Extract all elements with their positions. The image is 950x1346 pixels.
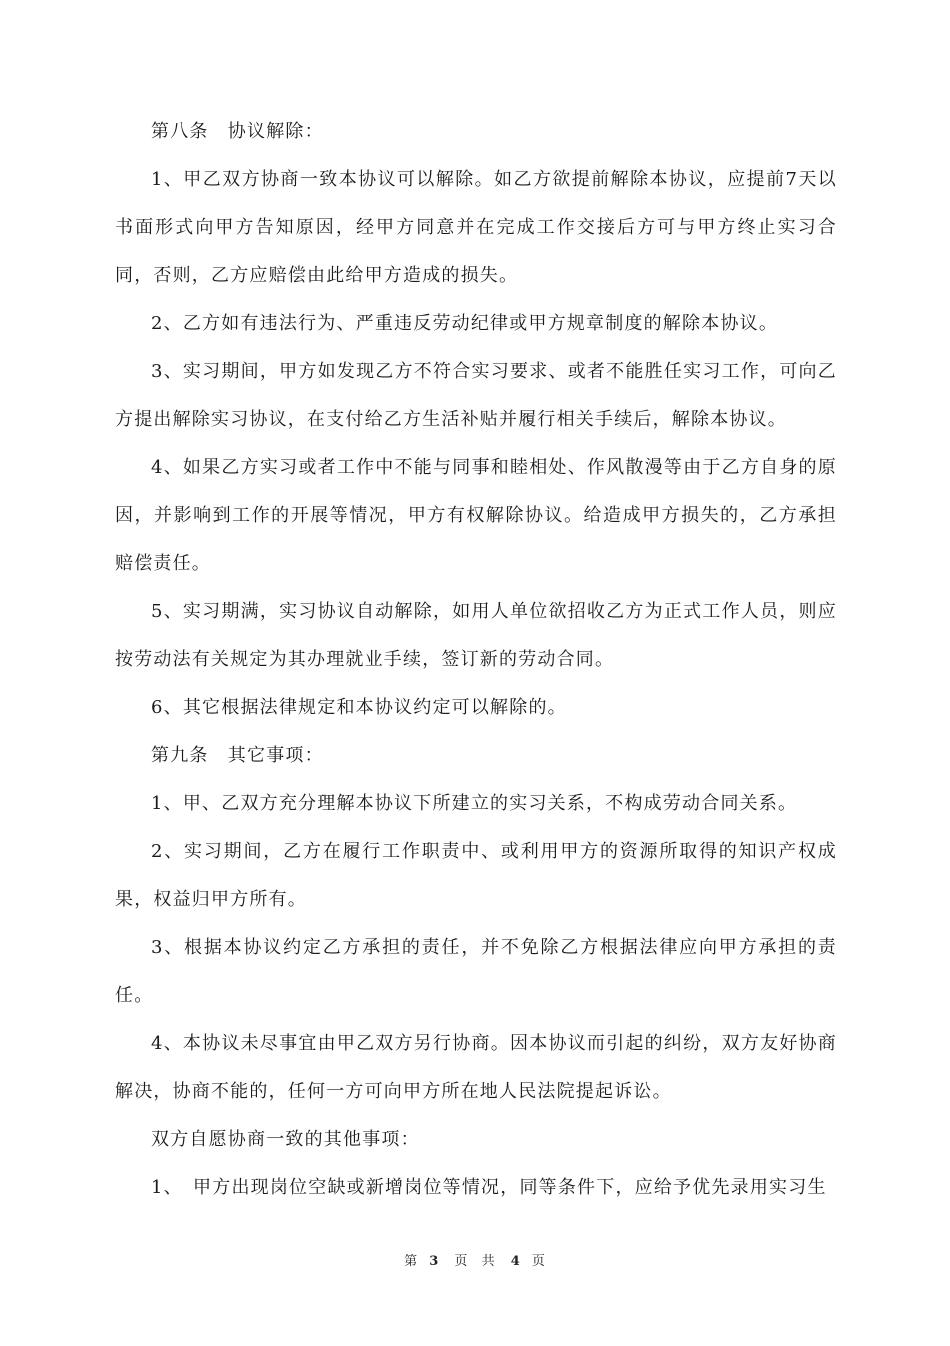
article-8-clause-4: 4、如果乙方实习或者工作中不能与同事和睦相处、作风散漫等由于乙方自身的原因，并影响到工作的开展等情况，甲方有权解除协议。给造成甲方损失的，乙方承担赔偿责任。 xyxy=(115,457,837,574)
article-8-clause-1: 1、甲乙双方协商一致本协议可以解除。如乙方欲提前解除本协议，应提前7天以书面形式向甲方告知原因，经甲方同意并在完成工作交接后方可与甲方终止实习合同，否则，乙方应赔偿由此给甲方造成的损失。 xyxy=(115,169,837,286)
footer-total-word: 共 xyxy=(481,1254,496,1269)
article-9-heading: 第九条 其它事项： xyxy=(151,745,324,766)
article-8-clause-5: 5、实习期满，实习协议自动解除，如用人单位欲招收乙方为正式工作人员，则应按劳动法有关规定为其办理就业手续，签订新的劳动合同。 xyxy=(115,601,837,670)
article-9-clause-4: 4、本协议未尽事宜由甲乙双方另行协商。因本协议而引起的纠纷，双方友好协商解决，协商不能的，任何一方可向甲方所在地人民法院提起诉讼。 xyxy=(115,1033,837,1102)
article-8-clause-2: 2、乙方如有违法行为、严重违反劳动纪律或甲方规章制度的解除本协议。 xyxy=(151,313,779,334)
footer-page-word: 页 xyxy=(454,1254,469,1269)
article-8-clause-6: 6、其它根据法律规定和本协议约定可以解除的。 xyxy=(151,697,567,718)
page-footer xyxy=(0,1250,950,1269)
document-body xyxy=(115,108,837,1212)
other-matters-heading: 双方自愿协商一致的其他事项： xyxy=(151,1129,420,1150)
footer-prefix: 第 xyxy=(404,1254,419,1269)
footer-suffix: 页 xyxy=(531,1254,546,1269)
article-8-heading: 第八条 协议解除： xyxy=(151,121,324,142)
total-pages-number: 4 xyxy=(510,1254,521,1269)
article-9-clause-2: 2、实习期间，乙方在履行工作职责中、或利用甲方的资源所取得的知识产权成果，权益归甲方所有。 xyxy=(115,841,837,910)
article-8-clause-3: 3、实习期间，甲方如发现乙方不符合实习要求、或者不能胜任实习工作，可向乙方提出解除实习协议，在支付给乙方生活补贴并履行相关手续后，解除本协议。 xyxy=(115,361,837,430)
other-matters-clause-1: 1、 甲方出现岗位空缺或新增岗位等情况，同等条件下，应给予优先录用实习生 xyxy=(151,1177,827,1198)
article-9-clause-1: 1、甲、乙双方充分理解本协议下所建立的实习关系，不构成劳动合同关系。 xyxy=(151,793,798,814)
current-page-number: 3 xyxy=(429,1254,440,1269)
article-9-clause-3: 3、根据本协议约定乙方承担的责任，并不免除乙方根据法律应向甲方承担的责任。 xyxy=(115,937,837,1006)
